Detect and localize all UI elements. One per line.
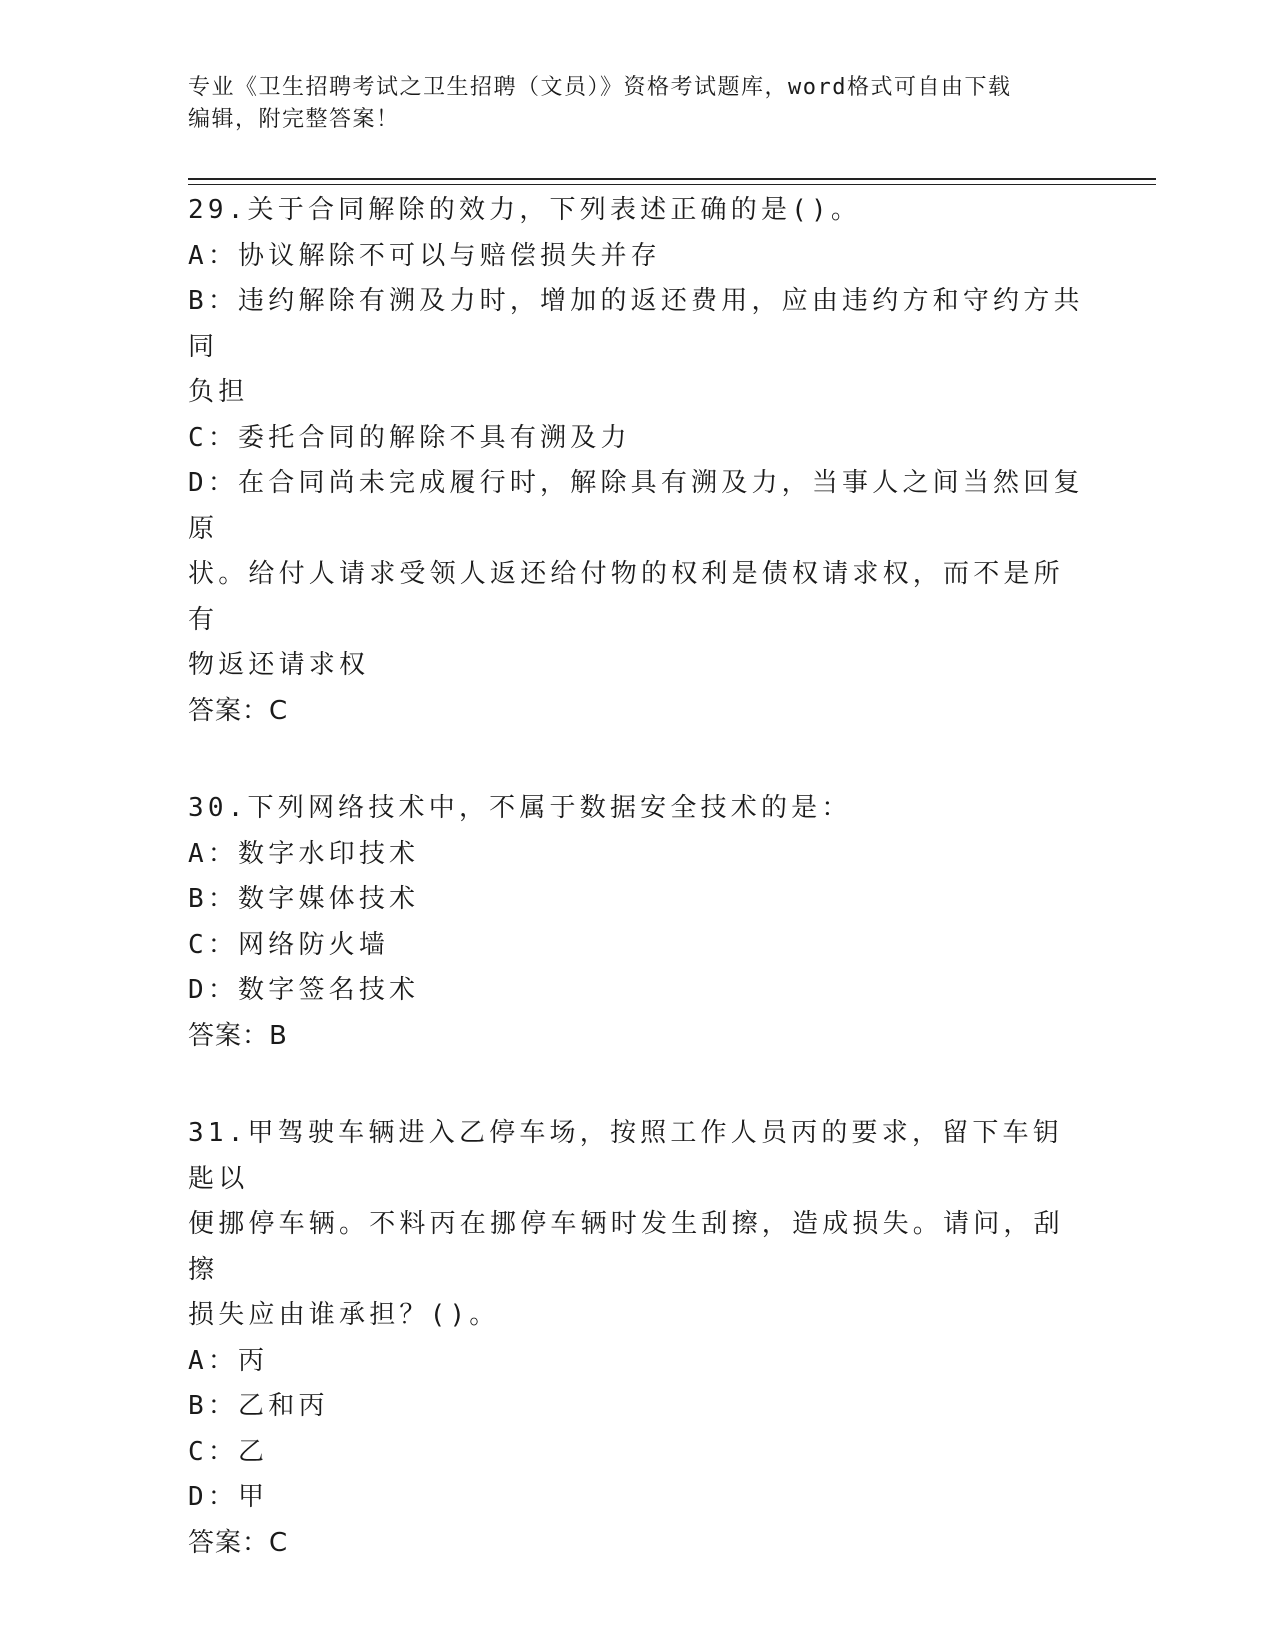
question-text: 30.下列网络技术中，不属于数据安全技术的是： xyxy=(188,793,852,823)
option-d: D：甲 xyxy=(188,1482,269,1512)
header-line-1: 专业《卫生招聘考试之卫生招聘（文员）》资格考试题库，word格式可自由下载 xyxy=(188,75,1012,100)
option-d-continued: 状。给付人请求受领人返还给付物的权利是债权请求权，而不是所有 xyxy=(188,559,1064,635)
option-c: C：网络防火墙 xyxy=(188,929,390,960)
option-a: A：协议解除不可以与赔偿损失并存 xyxy=(188,240,661,271)
answer-29: 答案：C xyxy=(188,695,289,726)
option-d: D：在合同尚未完成履行时，解除具有溯及力，当事人之间当然回复原 xyxy=(188,468,1084,544)
question-text-continued: 损失应由谁承担？()。 xyxy=(188,1300,500,1330)
option-b: B：数字媒体技术 xyxy=(188,884,420,914)
question-list xyxy=(188,188,1088,1618)
option-c: C：委托合同的解除不具有溯及力 xyxy=(188,422,631,453)
option-b: B：乙和丙 xyxy=(188,1391,329,1421)
option-a: A：丙 xyxy=(188,1345,269,1376)
question-29 xyxy=(188,188,1088,734)
option-b-continued: 负担 xyxy=(188,377,249,407)
header-divider-thin xyxy=(188,184,1156,185)
option-a: A：数字水印技术 xyxy=(188,838,420,869)
option-c: C：乙 xyxy=(188,1436,269,1467)
answer-31: 答案：C xyxy=(188,1527,289,1558)
option-b: B：违约解除有溯及力时，增加的返还费用，应由违约方和守约方共同 xyxy=(188,286,1084,362)
document-header xyxy=(188,72,1078,136)
header-line-2: 编辑，附完整答案！ xyxy=(188,107,400,132)
question-text-continued: 便挪停车辆。不料丙在挪停车辆时发生刮擦，造成损失。请问，刮擦 xyxy=(188,1209,1064,1285)
question-text: 31.甲驾驶车辆进入乙停车场，按照工作人员丙的要求，留下车钥匙以 xyxy=(188,1118,1063,1194)
question-text: 29.关于合同解除的效力，下列表述正确的是()。 xyxy=(188,195,862,225)
question-31 xyxy=(188,1111,1088,1566)
answer-30: 答案：B xyxy=(188,1020,288,1051)
header-divider-thick xyxy=(188,178,1156,180)
option-d: D：数字签名技术 xyxy=(188,975,420,1005)
option-d-continued: 物返还请求权 xyxy=(188,650,370,680)
question-30 xyxy=(188,786,1088,1059)
